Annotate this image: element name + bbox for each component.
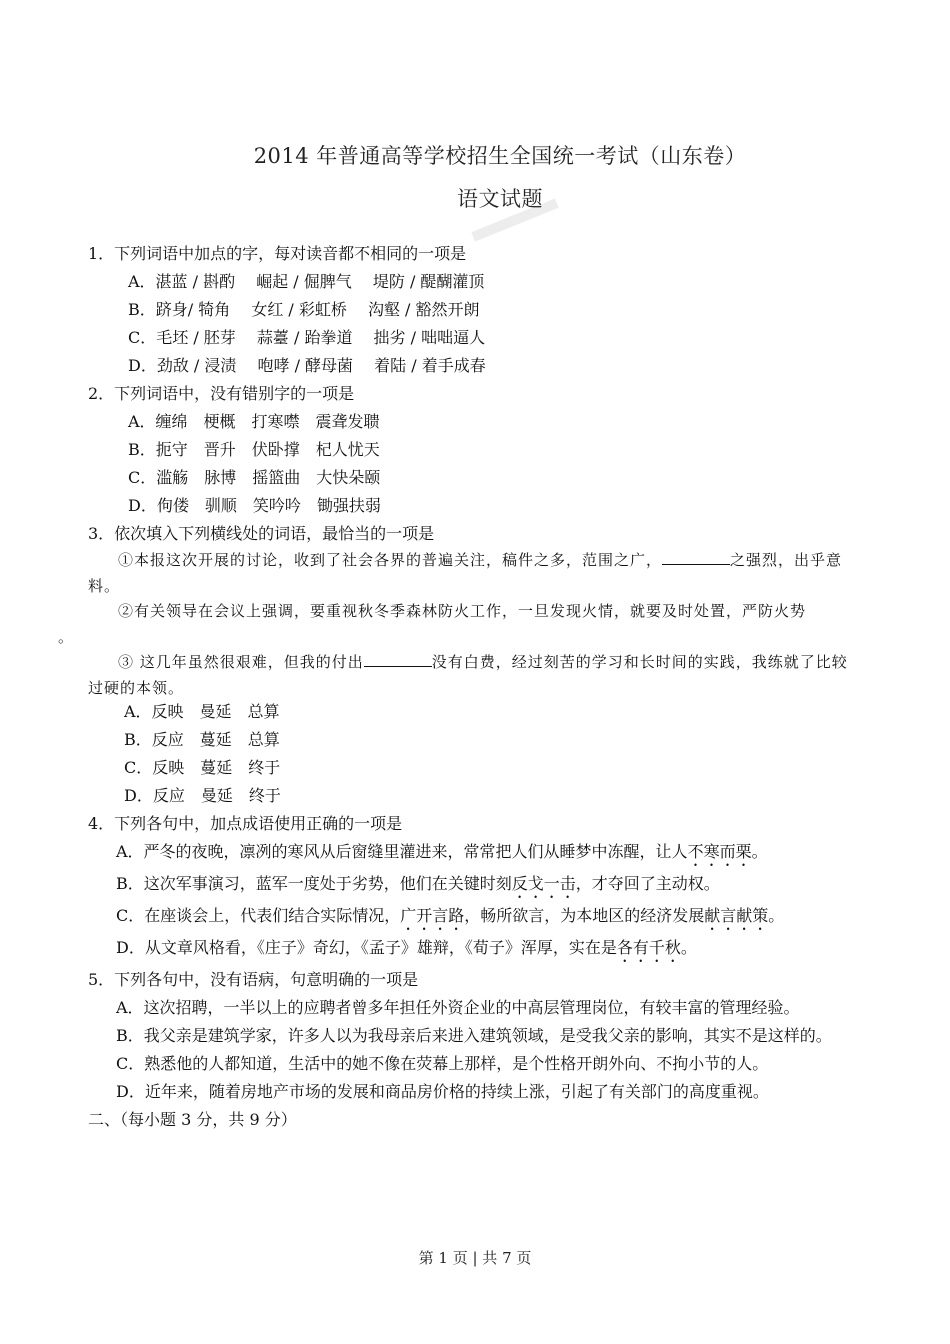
q2-option-c: C．滥觞 脉博 摇篮曲 大快朵颐 (128, 468, 381, 487)
section-2-heading: 二、（每小题 3 分，共 9 分） (88, 1110, 297, 1129)
question-2-stem: 2．下列词语中，没有错别字的一项是 (88, 384, 355, 403)
q4-option-c (116, 906, 784, 934)
q2-option-a: A．缠绵 梗概 打寒噤 震聋发聩 (128, 412, 380, 431)
q4-b-end: ，才夺回了主动权。 (575, 874, 720, 893)
question-1-stem: 1．下列词语中加点的字，每对读音都不相同的一项是 (88, 244, 467, 263)
question-4-stem: 4．下列各句中，加点成语使用正确的一项是 (88, 814, 403, 833)
q3-sentence-2 (58, 598, 863, 650)
q1-option-b: B．跻身/ 犄角 女红 / 彩虹桥 沟壑 / 豁然开朗 (128, 300, 480, 319)
page-footer: 第 1 页 | 共 7 页 (418, 1249, 532, 1267)
q4-d-text: D．从文章风格看，《庄子》奇幻，《孟子》雄辩，《荀子》浑厚，实在是 (116, 938, 617, 957)
q1-option-d: D．劲敌 / 浸渍 咆哮 / 酵母菌 着陆 / 着手成春 (128, 356, 486, 375)
q3-blank-3 (364, 650, 432, 667)
q4-c-idiom-1: 广开言路 (400, 906, 465, 925)
q4-option-a (116, 842, 768, 870)
q3-sentence-1-text-b: 之强烈，出乎意料。 (88, 551, 843, 595)
q3-sentence-2-text: ②有关领导在会议上强调，要重视秋冬季森林防火工作，一旦发现火情，就要及时处置，严防火势 (118, 602, 807, 620)
q3-option-c: C．反映 蔓延 终于 (124, 758, 281, 777)
q3-option-a: A．反映 曼延 总算 (124, 702, 280, 721)
q4-a-text: A．严冬的夜晚，凛冽的寒风从后窗缝里灌进来，常常把人们从睡梦中冻醒，让人 (116, 842, 688, 861)
q3-option-d: D．反应 曼延 终于 (124, 786, 281, 805)
q1-option-a: A．湛蓝 / 斟酌 崛起 / 倔脾气 堤防 / 醍醐灌顶 (128, 272, 485, 291)
q3-sentence-2-end: 。 (58, 628, 75, 646)
q3-option-b: B．反应 蔓延 总算 (124, 730, 280, 749)
q4-option-b (116, 874, 720, 902)
question-3-stem: 3．依次填入下列横线处的词语，最恰当的一项是 (88, 524, 435, 543)
q4-a-idiom: 不寒而栗 (687, 842, 752, 861)
q4-d-idiom: 各有千秋 (616, 938, 681, 957)
q3-sentence-3-text-a: ③ 这几年虽然很艰难，但我的付出 (118, 653, 364, 671)
exam-title: 2014 年普通高等学校招生全国统一考试（山东卷） (253, 144, 747, 168)
q4-c-idiom-2: 献言献策 (704, 906, 769, 925)
exam-subtitle: 语文试题 (457, 187, 543, 211)
q4-option-d (116, 938, 697, 966)
q3-blank-1 (662, 548, 730, 565)
q2-option-b: B．扼守 晋升 伏卧撑 杞人忧天 (128, 440, 380, 459)
q4-c-end: 。 (768, 906, 785, 925)
question-5-stem: 5．下列各句中，没有语病，句意明确的一项是 (88, 970, 419, 989)
q3-sentence-3-text-b: 没有白费，经过刻苦的学习和长时间的实践，我练就了比较过硬的本领。 (88, 653, 848, 697)
q5-option-a: A．这次招聘，一半以上的应聘者曾多年担任外资企业的中高层管理岗位，有较丰富的管理经验。 (116, 998, 800, 1017)
q3-sentence-3 (88, 649, 863, 701)
q4-d-end: 。 (680, 938, 697, 957)
q4-c-mid: ，畅所欲言，为本地区的经济发展 (464, 906, 705, 925)
q5-option-d: D．近年来，随着房地产市场的发展和商品房价格的持续上涨，引起了有关部门的高度重视。 (116, 1082, 769, 1101)
q4-c-text: C．在座谈会上，代表们结合实际情况， (116, 906, 401, 925)
q4-b-text: B．这次军事演习，蓝军一度处于劣势，他们在关键时刻 (116, 874, 512, 893)
q5-option-c: C．熟悉他的人都知道，生活中的她不像在荧幕上那样，是个性格开朗外向、不拘小节的人。 (116, 1054, 769, 1073)
q4-a-end: 。 (751, 842, 768, 861)
q3-sentence-1-text-a: ①本报这次开展的讨论，收到了社会各界的普遍关注，稿件之多，范围之广， (118, 551, 663, 569)
q5-option-b: B．我父亲是建筑学家，许多人以为我母亲后来进入建筑领域，是受我父亲的影响，其实不是这样的。 (116, 1026, 832, 1045)
q2-option-d: D．佝偻 驯顺 笑吟吟 锄强扶弱 (128, 496, 381, 515)
q1-option-c: C．毛坯 / 胚芽 蒜薹 / 跆拳道 拙劣 / 咄咄逼人 (128, 328, 486, 347)
q3-sentence-1 (88, 547, 863, 599)
q4-b-idiom: 反戈一击 (511, 874, 576, 893)
